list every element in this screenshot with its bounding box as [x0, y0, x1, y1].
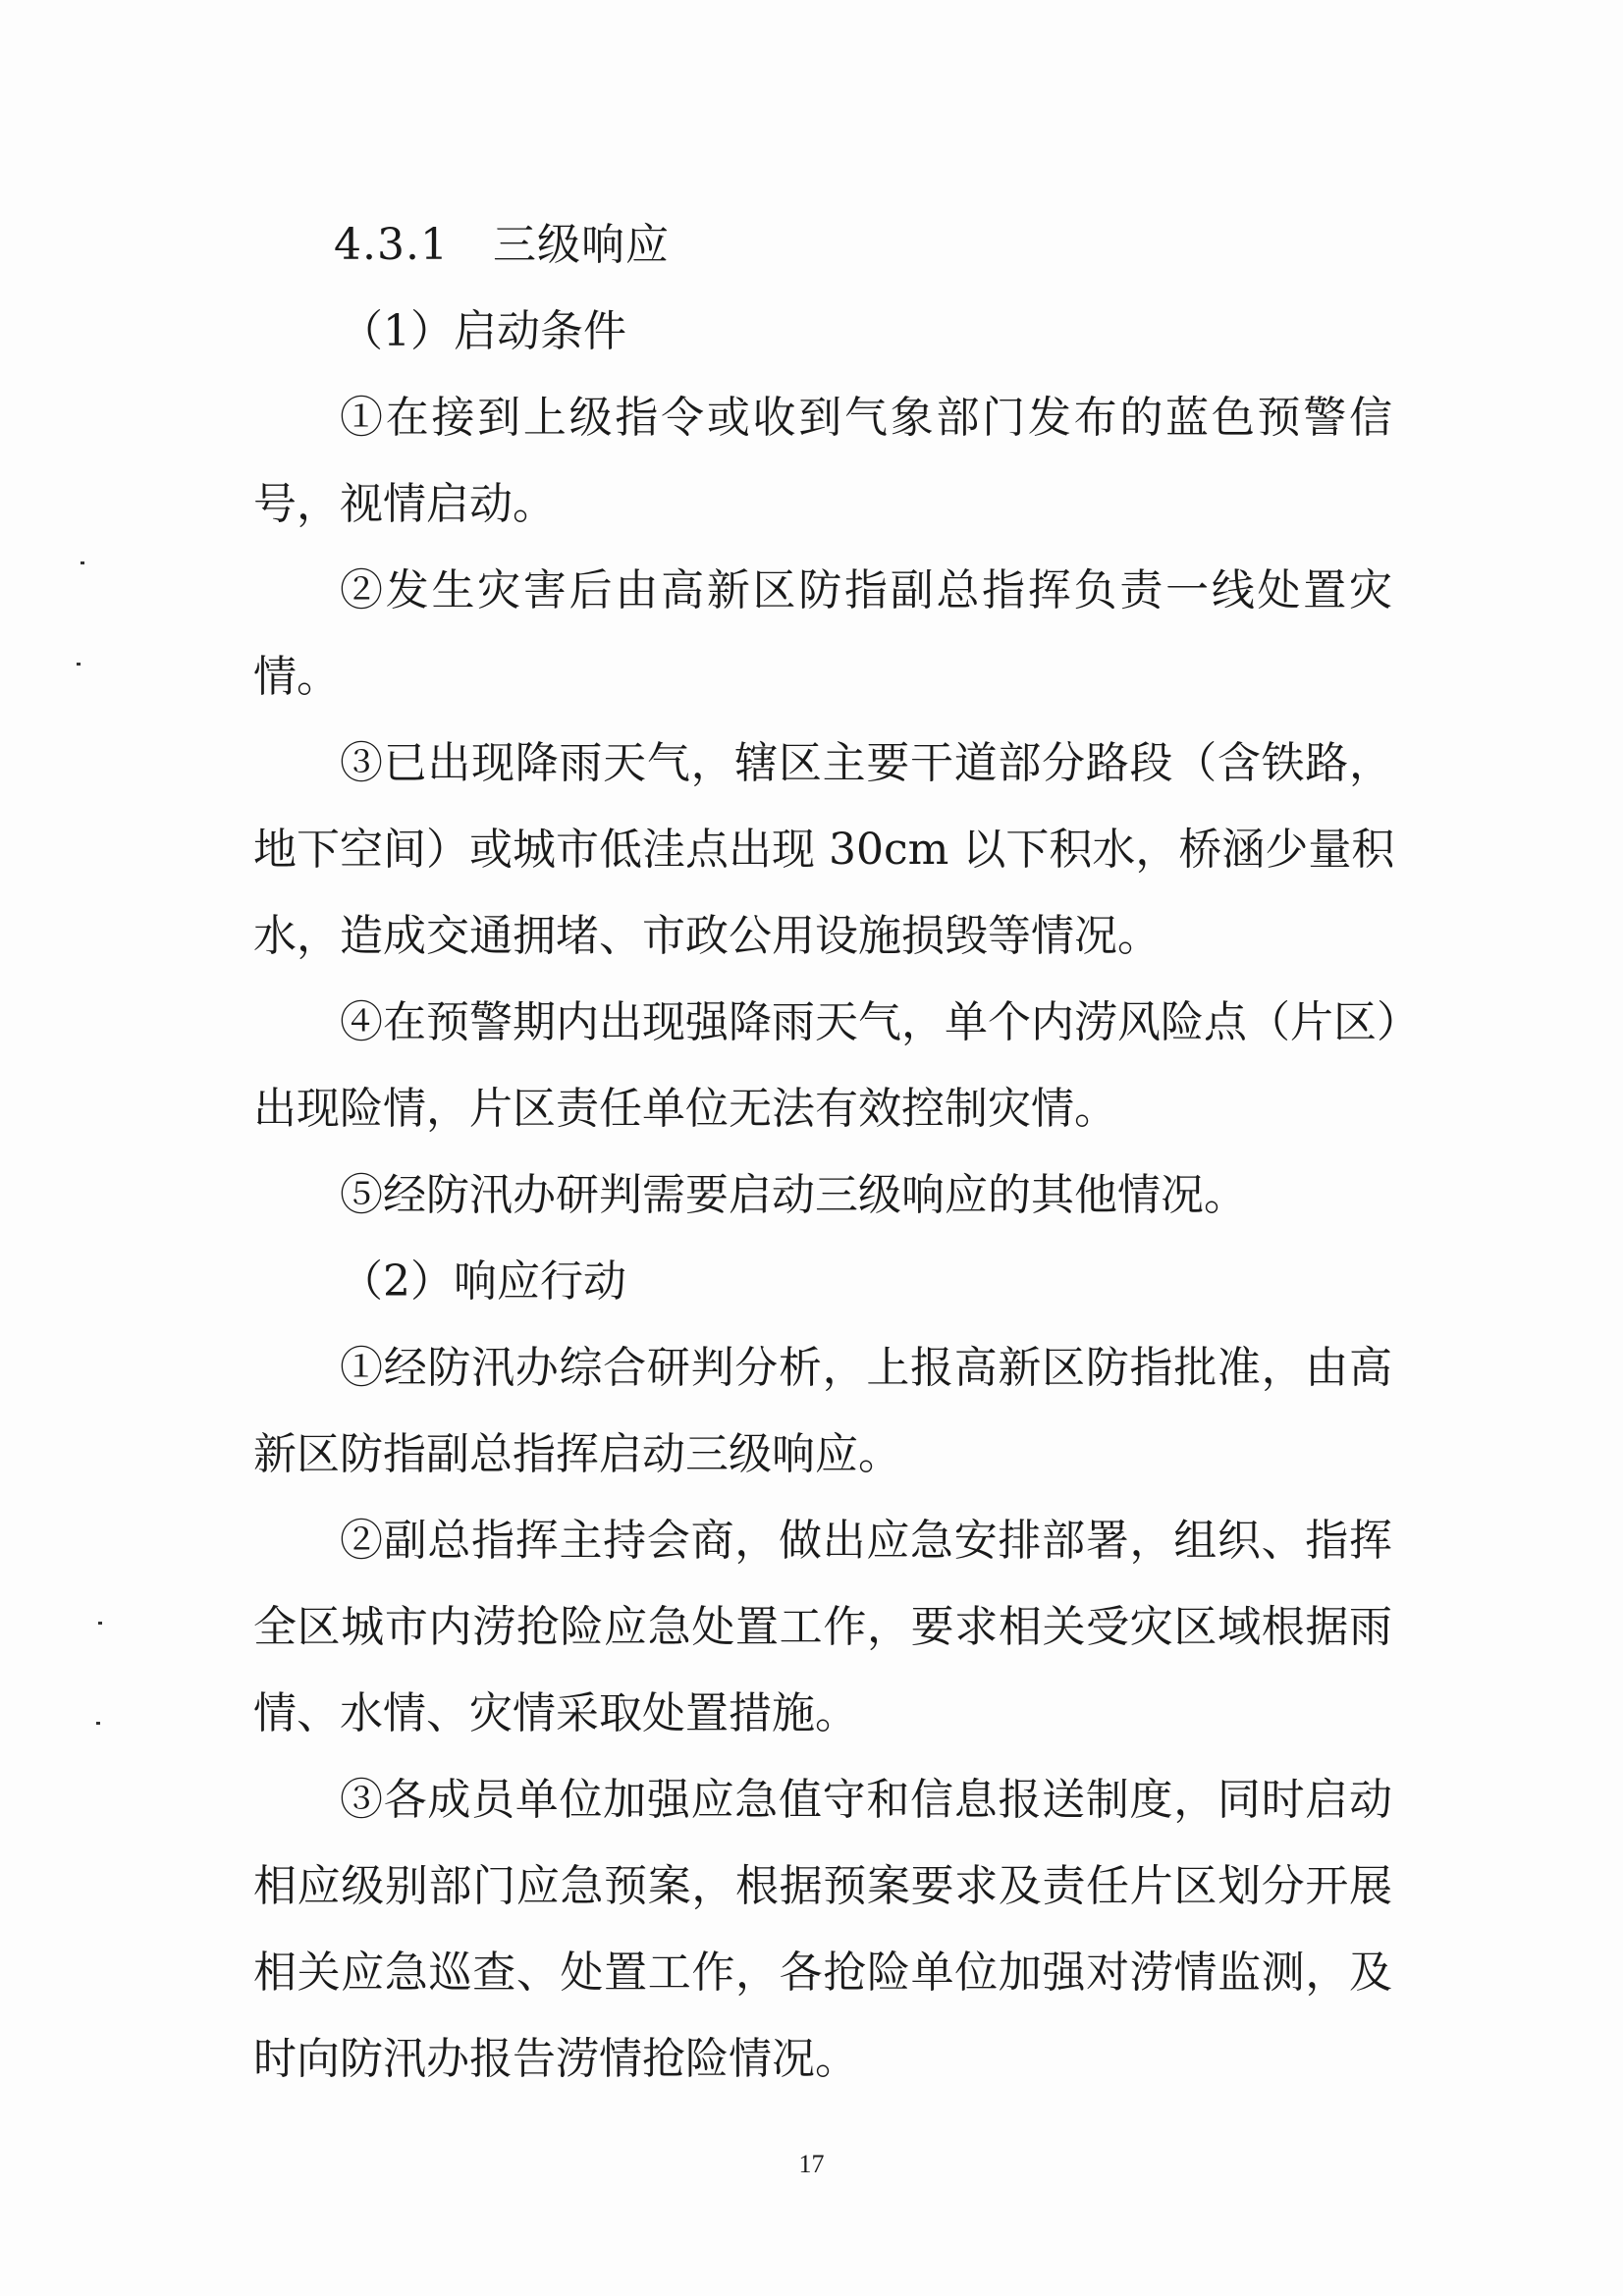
action-3-line-1: ③各成员单位加强应急值守和信息报送制度，同时启动: [340, 1775, 1392, 1825]
condition-2-line-2: 情。: [253, 652, 340, 702]
section-heading: 4.3.1 三级响应: [334, 220, 670, 270]
condition-1-line-2: 号，视情启动。: [253, 479, 556, 529]
condition-3-line-2: 地下空间）或城市低洼点出现 30cm 以下积水，桥涵少量积: [253, 825, 1395, 875]
scan-speck: [77, 663, 81, 666]
condition-1-line-1: ①在接到上级指令或收到气象部门发布的蓝色预警信: [340, 393, 1392, 443]
action-1-line-1: ①经防汛办综合研判分析，上报高新区防指批准，由高: [340, 1343, 1392, 1393]
action-3-line-2: 相应级别部门应急预案，根据预案要求及责任片区划分开展: [253, 1861, 1392, 1911]
condition-4-line-2: 出现险情，片区责任单位无法有效控制灾情。: [253, 1084, 1117, 1134]
scan-speck: [98, 1622, 102, 1625]
condition-4-line-1: ④在预警期内出现强降雨天气，单个内涝风险点（片区）: [340, 997, 1420, 1047]
action-2-line-1: ②副总指挥主持会商，做出应急安排部署，组织、指挥: [340, 1516, 1392, 1566]
scan-speck: [96, 1722, 100, 1725]
subheading-response-actions: （2）响应行动: [340, 1256, 626, 1307]
condition-3-line-1: ③已出现降雨天气，辖区主要干道部分路段（含铁路，: [340, 738, 1392, 788]
action-3-line-4: 时向防汛办报告涝情抢险情况。: [253, 2034, 858, 2084]
action-2-line-2: 全区城市内涝抢险应急处置工作，要求相关受灾区域根据雨: [253, 1602, 1392, 1652]
page-number: 17: [798, 2150, 825, 2178]
condition-2-line-1: ②发生灾害后由高新区防指副总指挥负责一线处置灾: [340, 565, 1392, 615]
subheading-start-conditions: （1）启动条件: [340, 306, 626, 356]
action-1-line-2: 新区防指副总指挥启动三级响应。: [253, 1429, 901, 1479]
condition-3-line-3: 水，造成交通拥堵、市政公用设施损毁等情况。: [253, 911, 1161, 961]
scan-speck: [81, 561, 84, 564]
action-3-line-3: 相关应急巡查、处置工作，各抢险单位加强对涝情监测，及: [253, 1948, 1392, 1998]
condition-5-line-1: ⑤经防汛办研判需要启动三级响应的其他情况。: [340, 1170, 1247, 1220]
action-2-line-3: 情、水情、灾情采取处置措施。: [253, 1688, 858, 1738]
